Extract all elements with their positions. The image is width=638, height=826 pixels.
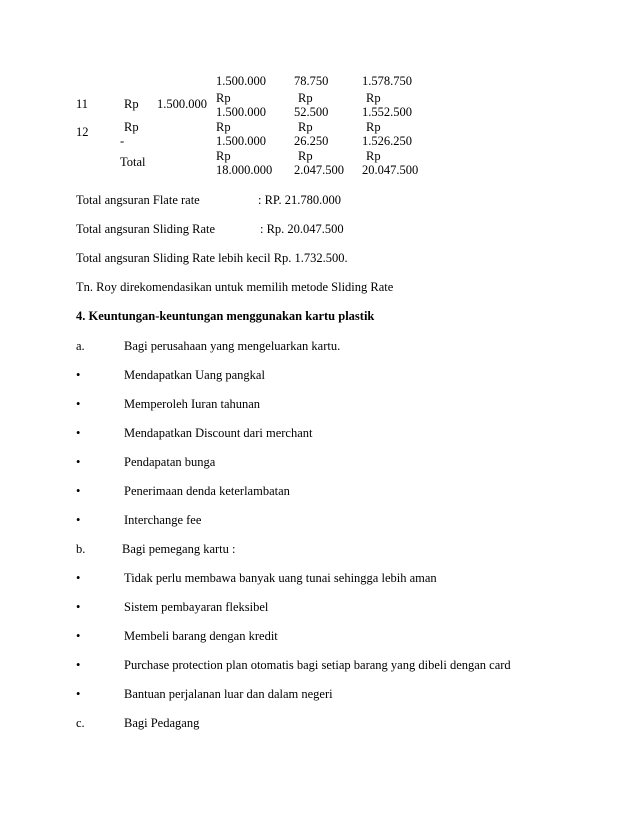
row12-dash: - <box>120 134 125 148</box>
row12-number: 12 <box>76 125 89 139</box>
row11-balance: 1.500.000 <box>157 97 207 111</box>
bullet: • <box>76 687 81 701</box>
a-item: Memperoleh Iuran tahunan <box>124 397 261 411</box>
c-marker: c. <box>76 716 85 730</box>
bullet: • <box>76 571 81 585</box>
b-item: Purchase protection plan otomatis bagi setiap barang yang dibeli dengan card <box>124 658 511 672</box>
row11-principal: 1.500.000 <box>216 105 266 119</box>
row12-principal-currency: Rp <box>216 120 231 134</box>
row12-installment-currency: Rp <box>366 120 381 134</box>
bullet: • <box>76 513 81 527</box>
summary-compare: Total angsuran Sliding Rate lebih kecil Rp. 1.732.500. <box>76 251 348 265</box>
a-item: Penerimaan denda keterlambatan <box>124 484 290 498</box>
total-principal-currency: Rp <box>216 149 231 163</box>
row11-currency: Rp <box>124 97 139 111</box>
row12-interest: 26.250 <box>294 134 329 148</box>
b-item: Membeli barang dengan kredit <box>124 629 278 643</box>
top-row-interest: 78.750 <box>294 74 329 88</box>
b-item: Bantuan perjalanan luar dan dalam negeri <box>124 687 333 701</box>
summary-flat-value: : RP. 21.780.000 <box>258 193 342 207</box>
row11-interest-currency: Rp <box>298 91 313 105</box>
b-text: Bagi pemegang kartu : <box>122 542 236 556</box>
row11-installment: 1.552.500 <box>362 105 412 119</box>
section-heading: 4. Keuntungan-keuntungan menggunakan kartu plastik <box>76 309 375 323</box>
b-item: Tidak perlu membawa banyak uang tunai sehingga lebih aman <box>124 571 437 585</box>
b-marker: b. <box>76 542 86 556</box>
row12-currency: Rp <box>124 120 139 134</box>
summary-sliding-label: Total angsuran Sliding Rate <box>76 222 216 236</box>
bullet: • <box>76 397 81 411</box>
bullet: • <box>76 629 81 643</box>
bullet: • <box>76 455 81 469</box>
row11-interest: 52.500 <box>294 105 329 119</box>
b-item: Sistem pembayaran fleksibel <box>124 600 269 614</box>
row12-principal: 1.500.000 <box>216 134 266 148</box>
bullet: • <box>76 368 81 382</box>
row12-installment: 1.526.250 <box>362 134 412 148</box>
top-row-installment: 1.578.750 <box>362 74 412 88</box>
a-item: Mendapatkan Uang pangkal <box>124 368 265 382</box>
row11-principal-currency: Rp <box>216 91 231 105</box>
row11-installment-currency: Rp <box>366 91 381 105</box>
c-text: Bagi Pedagang <box>124 716 200 730</box>
bullet: • <box>76 426 81 440</box>
row11-number: 11 <box>76 97 89 111</box>
row12-interest-currency: Rp <box>298 120 313 134</box>
total-label: Total <box>120 155 146 169</box>
summary-sliding-value: : Rp. 20.047.500 <box>260 222 344 236</box>
a-text: Bagi perusahaan yang mengeluarkan kartu. <box>124 339 341 353</box>
total-interest-currency: Rp <box>298 149 313 163</box>
a-item: Mendapatkan Discount dari merchant <box>124 426 313 440</box>
a-marker: a. <box>76 339 85 353</box>
bullet: • <box>76 658 81 672</box>
bullet: • <box>76 484 81 498</box>
total-installment-currency: Rp <box>366 149 381 163</box>
summary-flat-label: Total angsuran Flate rate <box>76 193 200 207</box>
total-principal: 18.000.000 <box>216 163 273 177</box>
a-item: Pendapatan bunga <box>124 455 216 469</box>
a-item: Interchange fee <box>124 513 202 527</box>
total-interest: 2.047.500 <box>294 163 344 177</box>
summary-recommend: Tn. Roy direkomendasikan untuk memilih metode Sliding Rate <box>76 280 394 294</box>
top-row-principal: 1.500.000 <box>216 74 266 88</box>
total-installment: 20.047.500 <box>362 163 419 177</box>
bullet: • <box>76 600 81 614</box>
